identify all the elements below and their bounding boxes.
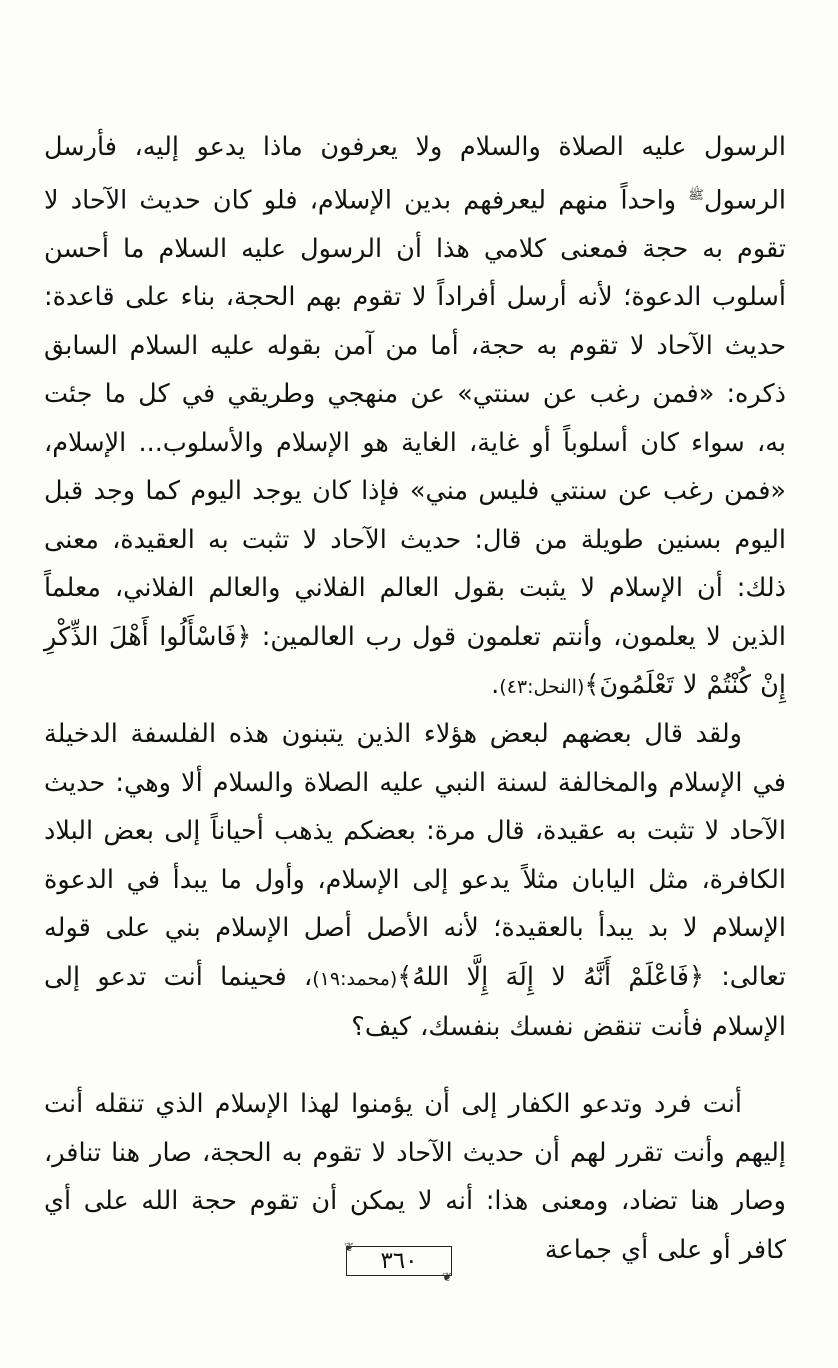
paragraph-1-text-a: الرسول عليه الصلاة والسلام ولا يعرفون ماذا يدعو إليه، فأرسل الرسول	[44, 132, 786, 215]
page-number-frame	[344, 1240, 454, 1284]
verse-reference-2: (محمد:١٩)	[312, 967, 398, 990]
paragraph-3	[44, 1080, 786, 1274]
paragraph-2	[44, 710, 786, 1052]
paragraph-2-text-b: ، فحينما أنت تدعو إلى الإسلام فأنت تنقض نفسك بنفسك، كيف؟	[44, 961, 786, 1042]
paragraph-2-text	[44, 710, 786, 1052]
paragraph-1-text	[44, 123, 786, 712]
floral-ornament-icon: ❦	[441, 1270, 452, 1284]
paragraph-2-text-a: ولقد قال بعضهم لبعض هؤلاء الذين يتبنون هذه الفلسفة الدخيلة في الإسلام والمخالفة لسنة النبي عليه الصلاة والسلام ألا وهي: حديث الآحاد لا تثبت به عقيدة، قال مرة: بعضكم يذهب أحياناً إلى بعض البلاد الكافرة، مثل اليابان مثلاً يدعو إلى الإسلام، وأول ما يبدأ في الدعوة الإسلام لا بد يبدأ بالعقيدة؛ لأنه الأصل أصل الإسلام بني على قوله تعالى:	[44, 719, 786, 992]
paragraph-1-text-b: واحداً منهم ليعرفهم بدين الإسلام، فلو كان حديث الآحاد لا تقوم به حجة فمعنى كلامي هذا أن الرسول عليه السلام ما أحسن أسلوب الدعوة؛ لأنه أرسل أفراداً لا تقوم بهم الحجة، بناء على قاعدة: حديث الآحاد لا تقوم به حجة، أما من آمن بقوله عليه السلام السابق ذكره: «فمن رغب عن سنتي» عن منهجي وطريقي في كل ما جئت به، سواء كان أسلوباً أو غاية، الغاية هو الإسلام والأسلوب... الإسلام، «فمن رغب عن سنتي فليس مني» فإذا كان يوجد اليوم كما وجد قبل اليوم بسنين طويلة من قال: حديث الآحاد لا تثبت به العقيدة، معنى ذلك: أن الإسلام لا يثبت بقول العالم الفلاني والعالم الفلاني، معلماً الذين لا يعلمون، وأنتم تعلمون قول رب العالمين:	[44, 185, 786, 652]
paragraph-1-end: .	[491, 670, 500, 700]
paragraph-1	[44, 123, 786, 712]
paragraph-3-text: أنت فرد وتدعو الكفار إلى أن يؤمنوا لهذا الإسلام الذي تنقله أنت إليهم وأنت تقرر لهم أن حديث الآحاد لا تقوم به الحجة، صار هنا تنافر، وصار هنا تضاد، ومعنى هذا: أنه لا يمكن أن تقوم حجة الله على أي كافر أو على أي جماعة	[44, 1089, 786, 1265]
quran-verse-2: ﴿فَاعْلَمْ أَنَّهُ لا إِلَهَ إِلَّا اللهُ﴾	[397, 961, 704, 992]
pbuh-glyph: ﷺ	[688, 187, 704, 203]
quran-verse-1: ﴿فَاسْأَلُوا أَهْلَ الذِّكْرِ إِنْ كُنْتُمْ لا تَعْلَمُونَ﴾	[44, 621, 786, 700]
page-number: ٣٦٠	[380, 1248, 418, 1274]
floral-ornament-icon: ❦	[344, 1240, 355, 1254]
verse-reference-1: (النحل:٤٣)	[499, 676, 585, 698]
